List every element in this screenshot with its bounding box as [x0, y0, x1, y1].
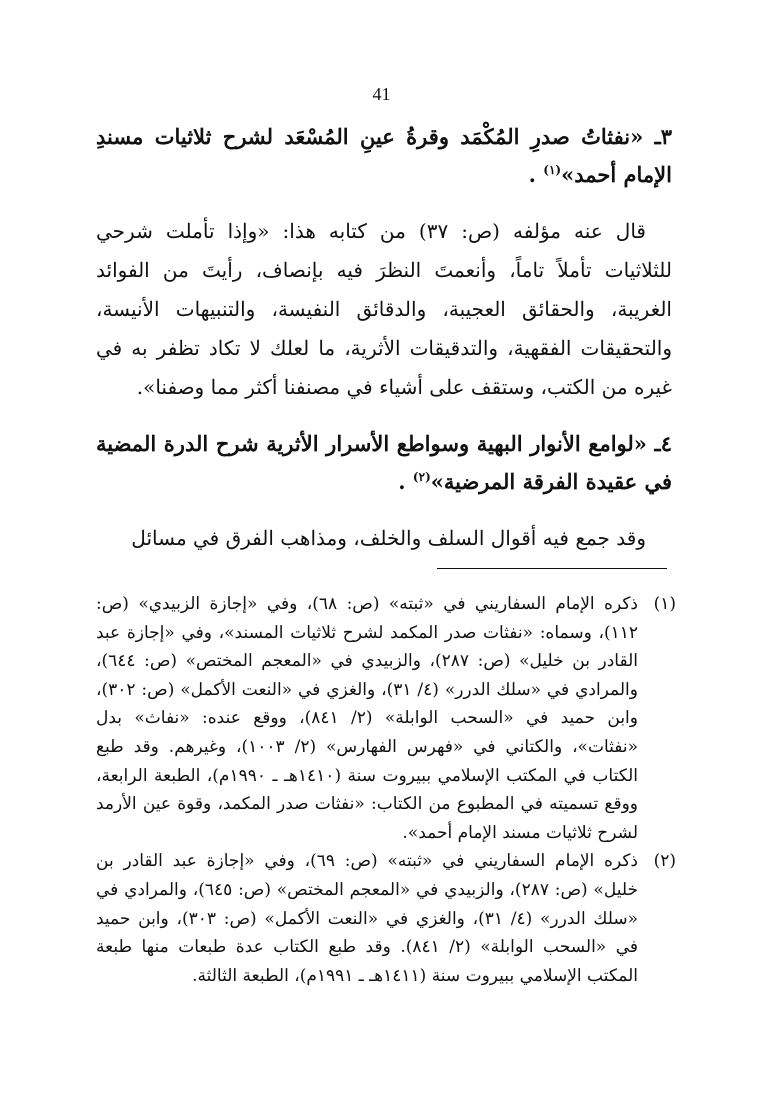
footnote-text: ذكره الإمام السفاريني في «ثبته» (ص: ٦٨)، وفي «إجازة الزبيدي» (ص: ١١٢)، وسماه: «نفثات صدر المكمد لشرح ثلاثيات المسند»، وفي «إجازة عبد القادر بن خليل» (ص: ٢٨٧)، والزبيدي في «المعجم المختص» (ص: ٦٤٤)، والمرادي في «سلك الدرر» (٤/ ٣١)، والغزي في «النعت الأكمل» (ص: ٣٠٢)، وابن حميد في «السحب الوابلة» (٢/ ٨٤١)، ووقع عنده: «نفاث» بدل «نفثات»، والكتاني في «فهرس الفهارس» (٢/ ١٠٠٣)، وغيرهم. وقد طبع الكتاب في المكتب الإسلامي ببيروت سنة (١٤١٠هـ ـ ١٩٩٠م)، الطبعة الرابعة، ووقع تسميته في المطبوع من الكتاب: «نفثات صدر المكمد، وقوة عين الأرمد لشرح ثلاثيات مسند الإمام أحمد». — [96, 594, 639, 843]
item-3-title: ٣ـ «نفثاتُ صدرِ المُكْمَد وقرةُ عينِ المُسْعَد لشرح ثلاثيات مسندِ الإمام أحمد» — [96, 124, 672, 187]
footnote-ref-1[interactable]: (١) — [543, 163, 562, 177]
footnote-number: (٢) — [653, 851, 676, 872]
footnote-2 — [96, 847, 676, 990]
footnote-number: (١) — [653, 594, 676, 614]
item-4-tail: . — [398, 469, 406, 494]
item-4-heading — [96, 425, 672, 501]
item-4-paragraph: وقد جمع فيه أقوال السلف والخلف، ومذاهب الفرق في مسائل — [131, 526, 646, 550]
item-4-title: ٤ـ «لوامع الأنوار البهية وسواطع الأسرار الأثرية شرح الدرة المضية في عقيدة الفرقة المرضية» — [96, 431, 672, 494]
footnote-text: ذكره الإمام السفاريني في «ثبته» (ص: ٦٩)، وفي «إجازة عبد القادر بن خليل» (ص: ٢٨٧)، والزبيدي في «المعجم المختص» (ص: ٦٤٥)، والمرادي في «سلك الدرر» (٤/ ٣١)، والغزي في «النعت الأكمل» (ص: ٣٠٣)، وابن حميد في «السحب الوابلة» (٢/ ٨٤١). وقد طبع الكتاب عدة طبعات منها طبعة المكتب الإسلامي ببيروت سنة (١٤١١هـ ـ ١٩٩١م)، الطبعة الثالثة. — [96, 851, 639, 986]
main-text — [96, 118, 672, 558]
item-3-paragraph: قال عنه مؤلفه (ص: ٣٧) من كتابه هذا: «وإذا تأملت شرحي للثلاثيات تأملاً تاماً، وأنعمتَ النظرَ فيه بإنصاف، رأيتَ من الفوائد الغريبة، والحقائق العجيبة، والدقائق النفيسة، والتنبيهات الأنيسة، والتحقيقات الفقهية، والتدقيقات الأثرية، ما لعلك لا تكاد تظفر به في غيره من الكتب، وستقف على أشياء في مصنفنا أكثر مما وصفنا». — [96, 219, 672, 399]
page-number: 41 — [372, 84, 391, 104]
footnote-divider — [437, 568, 667, 569]
footnote-ref-2[interactable]: (٢) — [412, 470, 431, 484]
item-3-tail: . — [528, 162, 536, 187]
footnote-1 — [96, 590, 676, 847]
footnotes — [96, 590, 676, 990]
item-3-heading — [96, 118, 672, 194]
